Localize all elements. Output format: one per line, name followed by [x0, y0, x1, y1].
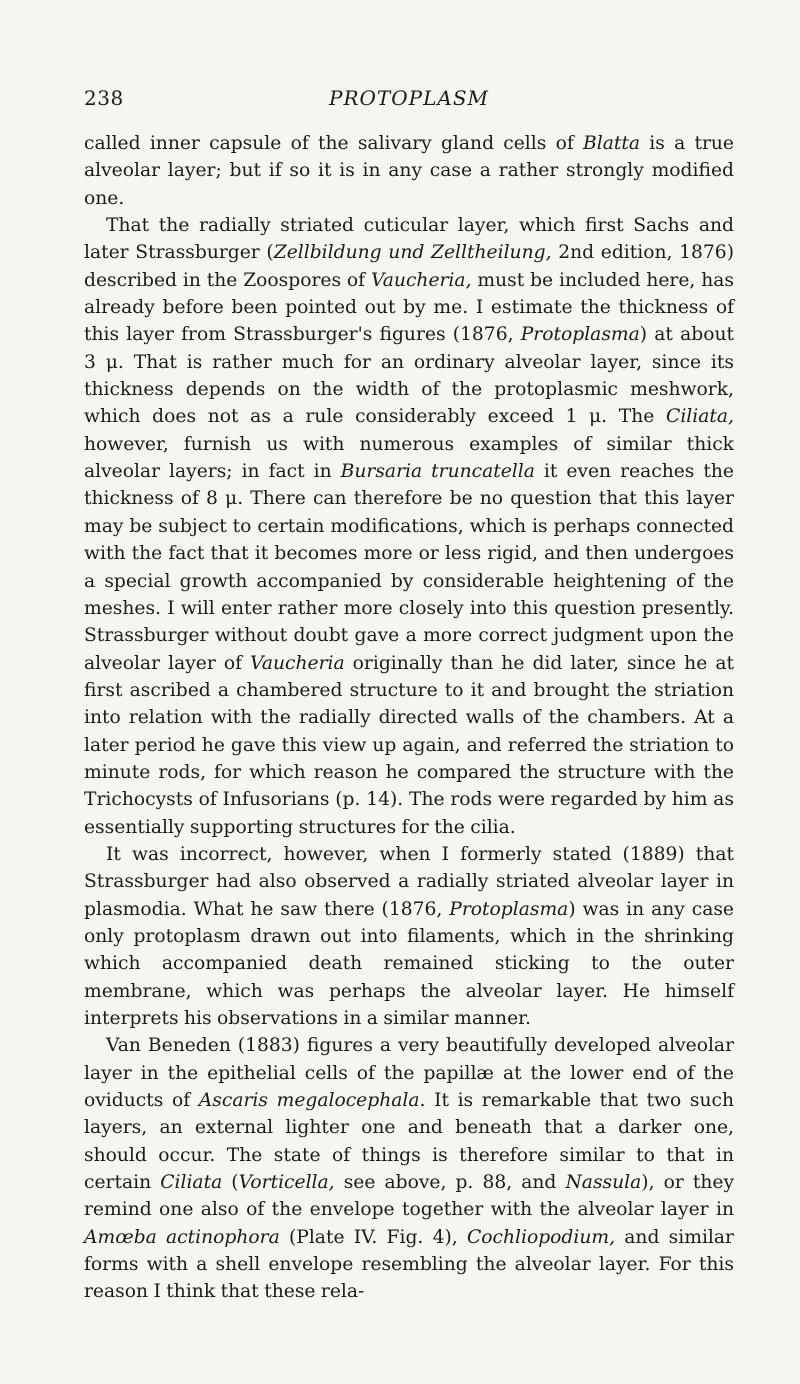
text-run: and similar forms with a shell envelope resembling the alveolar layer. For this reason I think that these rela- — [84, 1226, 734, 1303]
italic-term: Vaucheria, — [370, 269, 472, 291]
text-run: Van Beneden (1883) figures a very beautifully developed alveolar layer in the epithelial cells of the papillæ at the lower end of the oviducts of — [84, 1035, 734, 1112]
italic-term: Ciliata, — [666, 406, 734, 428]
text-run: ) was in any case only protoplasm drawn out into filaments, which in the shrinking which accompanied death remained sticking to the outer membrane, which was perhaps the alveolar layer. He himself interprets his observations in a similar manner. — [84, 898, 734, 1029]
text-run: ), or they remind one also of the envelope together with the alveolar layer in — [84, 1172, 735, 1221]
body-text — [84, 130, 734, 1306]
text-run: That the radially striated cuticular layer, which first Sachs and later Strassburger ( — [84, 215, 734, 264]
italic-term: Vorticella, — [238, 1172, 335, 1194]
text-run: (Plate IV. Fig. 4), — [279, 1226, 467, 1248]
text-run: see above, p. 88, and — [334, 1172, 566, 1194]
text-run: called inner capsule of the salivary gland cells of — [84, 133, 583, 154]
page-number: 238 — [84, 86, 124, 110]
italic-term: Blatta — [583, 133, 641, 154]
italic-term: Amœba actinophora — [84, 1226, 280, 1248]
italic-term: Ascaris megalocephala. — [198, 1090, 426, 1112]
page-header — [84, 86, 734, 116]
running-title: PROTOPLASM — [328, 86, 489, 110]
italic-term: Cochliopodium, — [466, 1226, 616, 1248]
text-run: originally than he did later, since he at first ascribed a chambered structure to it and brought the striation into relation with the radially directed walls of the chambers. At a later period he gave this view up again, and referred the striation to minute rods, for which reason he compared the structure with the Trichocysts of Infusorians (p. 14). The rods were regarded by him as essentially supporting structures for the cilia. — [84, 652, 734, 838]
text-run: ( — [222, 1172, 239, 1194]
book-page — [84, 86, 734, 1306]
paragraph — [84, 1032, 734, 1305]
paragraph — [84, 212, 734, 841]
italic-term: Vaucheria — [250, 652, 345, 674]
paragraph — [84, 841, 734, 1032]
text-run: 2nd edition, 1876) described in the Zoospores of — [84, 242, 734, 291]
italic-term: Nassula — [565, 1172, 642, 1194]
text-run: ) at about 3 μ. That is rather much for an ordinary alveolar layer, since its thickness depends on the width of the protoplasmic meshwork, which does not as a rule considerably exceed 1 μ. The — [84, 324, 734, 428]
paragraph — [84, 130, 734, 212]
text-run: It is remarkable that two such layers, an external lighter one and beneath that a darker one, should occur. The state of things is therefore similar to that in certain — [84, 1090, 734, 1194]
text-run: it even reaches the thickness of 8 μ. There can therefore be no question that this layer may be subject to certain modifications, which is perhaps connected with the fact that it becomes more or less rigid, and then undergoes a special growth accompanied by considerable heightening of the meshes. I will enter rather more closely into this question presently. Strassburger without doubt gave a more correct judgment upon the alveolar layer of — [84, 461, 734, 674]
text-run: however, furnish us with numerous examples of similar thick alveolar layers; in fact in — [84, 433, 734, 483]
text-run: must be included here, has already before been pointed out by me. I estimate the thickness of this layer from Strassburger's figures (1876, — [84, 269, 734, 346]
italic-term: Protoplasma — [520, 324, 640, 346]
italic-term: Protoplasma — [449, 898, 569, 920]
text-run: It was incorrect, however, when I formerly stated (1889) that Strassburger had also observed a radially striated alveolar layer in plasmodia. What he saw there (1876, — [84, 843, 734, 920]
italic-term: Ciliata — [160, 1172, 223, 1194]
text-run: is a true alveolar layer; but if so it is in any case a rather strongly modified one. — [84, 133, 734, 209]
italic-term: Bursaria truncatella — [340, 461, 535, 483]
italic-term: Zellbildung und Zelltheilung, — [273, 242, 552, 264]
